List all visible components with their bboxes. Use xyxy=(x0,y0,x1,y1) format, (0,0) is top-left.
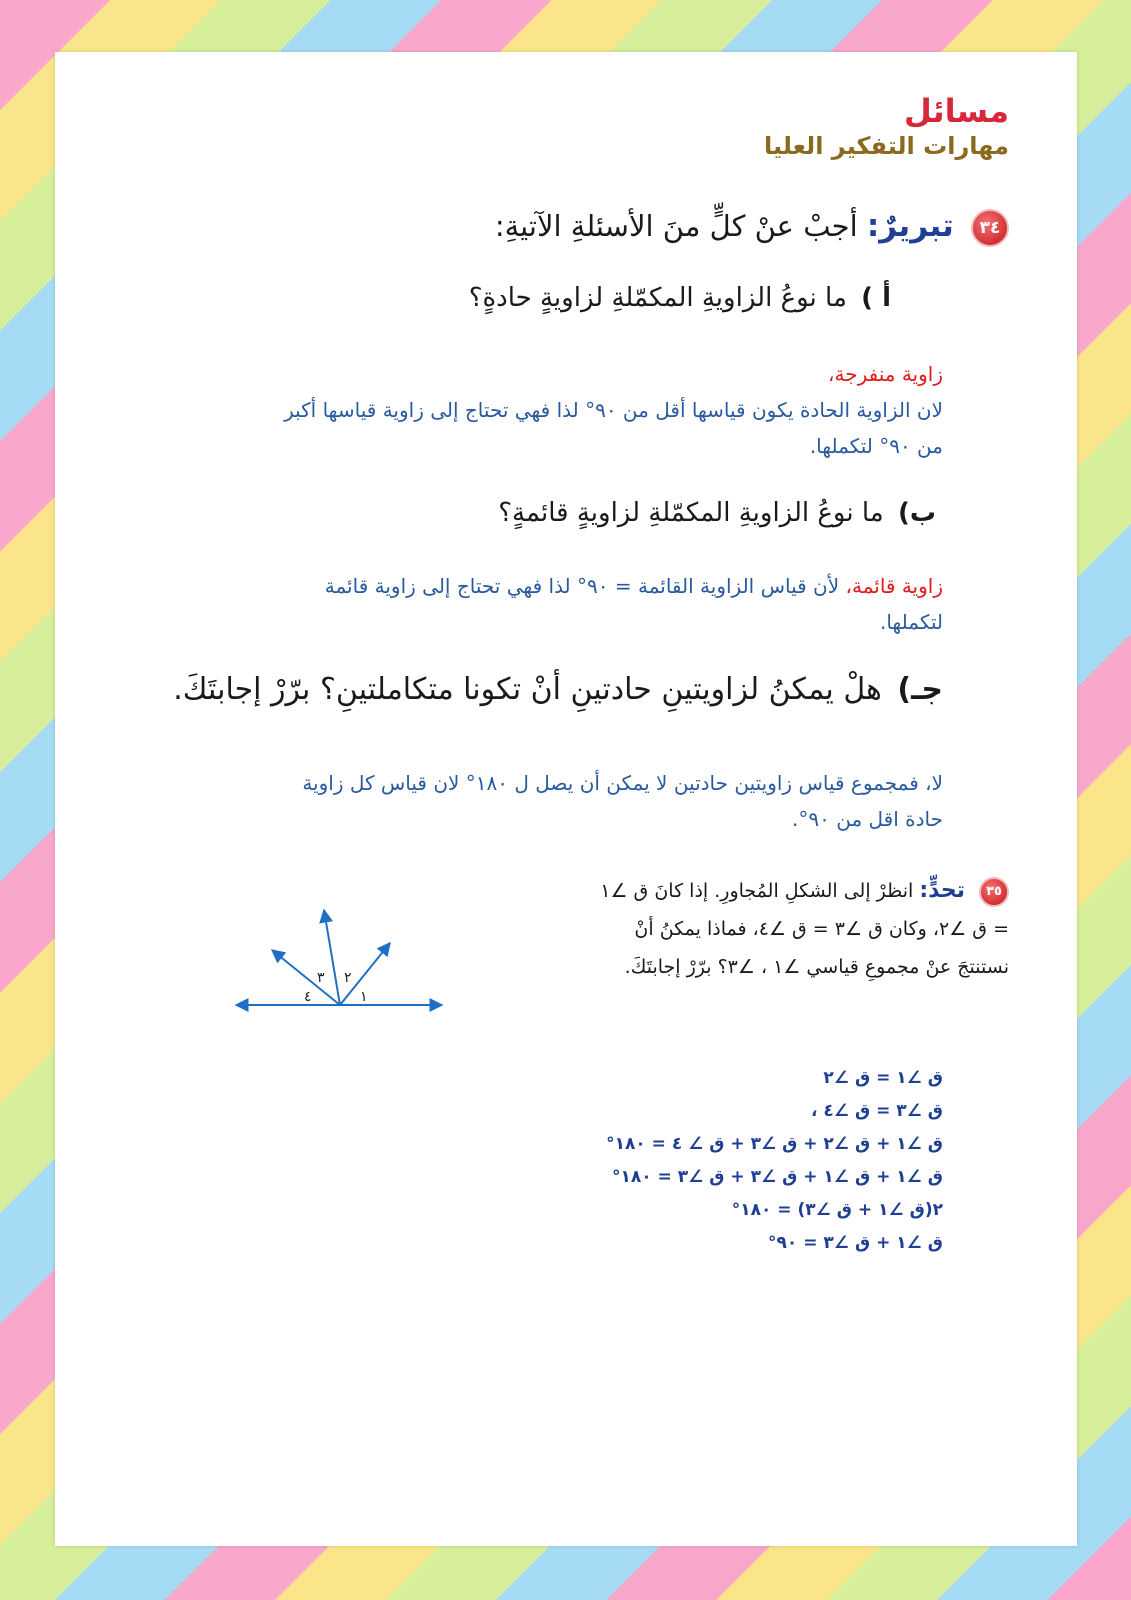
part-b-answer-text: لأن قياس الزاوية القائمة = ٩٠° لذا فهي تحتاج إلى زاوية قائمة xyxy=(324,574,840,598)
question-number-badge: ٣٥ xyxy=(979,877,1009,907)
part-b-answer xyxy=(163,568,943,640)
part-b-letter: ب) xyxy=(897,498,936,528)
part-a-letter: أ ) xyxy=(861,283,891,313)
part-c-answer-line-1: لا، فمجموع قياس زاويتين حادتين لا يمكن أن يصل ل ١٨٠° لان قياس كل زاوية xyxy=(302,771,943,795)
part-b-answer-line-2: لتكملها. xyxy=(879,610,943,634)
work-line-6: ق ∠١ + ق ∠٣ = ٩٠° xyxy=(768,1233,943,1253)
angle-label-1: ١ xyxy=(360,989,368,1005)
work-line-5: ٢(ق ∠١ + ق ∠٣) = ١٨٠° xyxy=(731,1200,943,1220)
question-keyword: تبريرٌ: xyxy=(866,208,954,244)
work-line-3: ق ∠١ + ق ∠٢ + ق ∠٣ + ق ∠ ٤ = ١٨٠° xyxy=(606,1134,943,1154)
angle-label-4: ٤ xyxy=(304,989,312,1005)
question-keyword: تحدٍّ: xyxy=(919,878,965,903)
work-line-2: ق ∠٣ = ق ∠٤ ، xyxy=(811,1101,943,1121)
part-b-text: ما نوعُ الزاويةِ المكمّلةِ لزاويةٍ قائمةٍ؟ xyxy=(498,498,884,528)
section-title: مسائل xyxy=(904,92,1009,130)
part-a-text: ما نوعُ الزاويةِ المكمّلةِ لزاويةٍ حادةٍ؟ xyxy=(468,283,847,313)
part-c-answer xyxy=(163,765,943,837)
part-a-answer-line-1: لان الزاوية الحادة يكون قياسها أقل من ٩٠° لذا فهي تحتاج إلى زاوية قياسها أكبر xyxy=(284,398,943,422)
part-a-answer xyxy=(163,356,943,464)
angle-label-3: ٣ xyxy=(317,970,325,986)
part-a-answer-label: زاوية منفرجة، xyxy=(828,362,943,386)
part-c-answer-line-2: حادة اقل من ٩٠°. xyxy=(792,807,943,831)
part-a-answer-line-2: من ٩٠° لتكملها. xyxy=(809,434,943,458)
part-c-letter: جـ) xyxy=(897,672,943,707)
question-prompt: أجبْ عنْ كلٍّ منَ الأسئلةِ الآتيةِ: xyxy=(494,209,858,243)
part-a-question xyxy=(469,283,891,313)
question-34-header xyxy=(495,208,1009,247)
question-number-badge: ٣٤ xyxy=(971,209,1009,247)
work-line-1: ق ∠١ = ق ∠٢ xyxy=(823,1068,943,1088)
angle-label-2: ٢ xyxy=(344,970,352,986)
part-b-answer-line-1 xyxy=(163,568,943,604)
part-b-question xyxy=(498,498,936,528)
angle-figure xyxy=(232,905,452,1015)
work-line-4: ق ∠١ + ق ∠١ + ق ∠٣ + ق ∠٣ = ١٨٠° xyxy=(611,1167,943,1187)
part-c-text: هلْ يمكنُ لزاويتينِ حادتينِ أنْ تكونا متكاملتينِ؟ برّرْ إجابتَكَ. xyxy=(173,672,882,707)
question-35-text: انظرْ إلى الشكلِ المُجاورِ. إذا كانَ ق ∠١ = ق ∠٢، وكان ق ∠٣ = ق ∠٤، فماذا يمكنُ أنْ نستنتجَ عنْ مجموعِ قياسي ∠١ ، ∠٣؟ برّرْ إجابتَكَ. xyxy=(600,880,1009,978)
part-b-answer-label: زاوية قائمة، xyxy=(845,574,943,598)
section-subtitle: مهارات التفكير العليا xyxy=(764,132,1009,160)
ray-vertical xyxy=(324,910,340,1005)
question-35 xyxy=(579,872,1009,986)
part-c-question xyxy=(173,672,943,707)
